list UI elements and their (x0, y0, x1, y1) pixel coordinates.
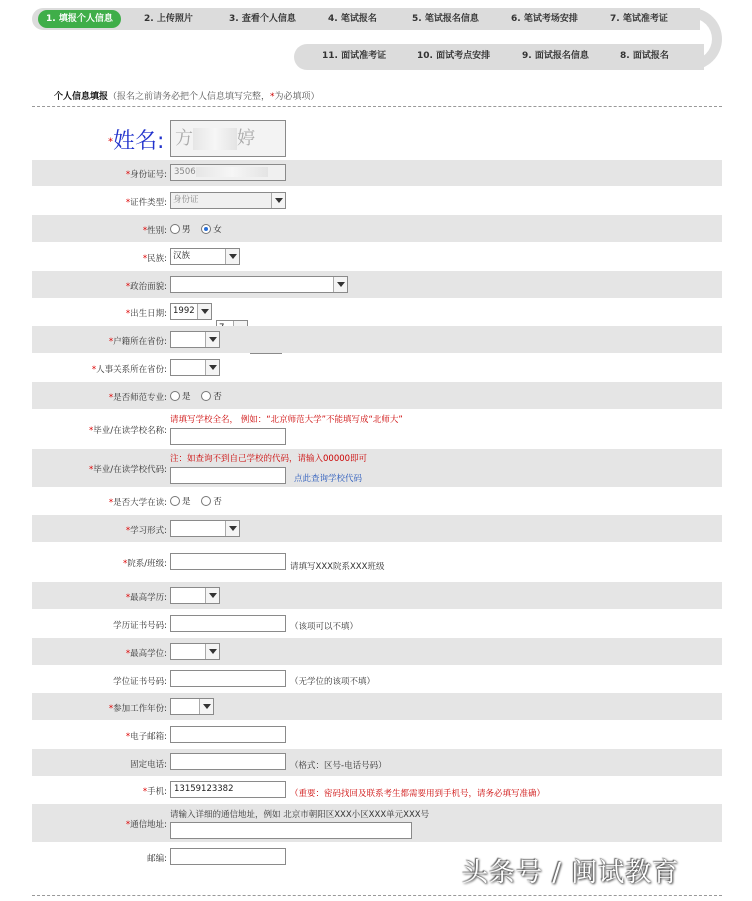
mobile-field[interactable]: 13159123382 (170, 781, 286, 798)
birth-year-select[interactable]: 1992 (170, 303, 212, 320)
in-school-no-radio[interactable] (201, 496, 211, 506)
step-3-view-info[interactable]: 3. 查看个人信息 (229, 14, 296, 24)
degree-cert-field[interactable] (170, 670, 286, 687)
row-phone: 固定电话: （格式：区号-电话号码） (32, 749, 722, 776)
step-11-interview-ticket[interactable]: 11. 面试准考证 (322, 51, 387, 61)
chevron-down-icon (197, 304, 211, 319)
divider-bottom (32, 895, 722, 896)
department-field[interactable] (170, 553, 286, 570)
row-degree: *最高学位: (32, 638, 722, 665)
row-normal-major: *是否师范专业: 是 否 (32, 382, 722, 409)
row-department: *院系/班级: 请填写XXX院系XXX班级 (32, 543, 722, 581)
chevron-down-icon (205, 644, 219, 659)
id-number-field[interactable]: 3506 (170, 164, 286, 181)
in-school-yes-radio[interactable] (170, 496, 180, 506)
row-school-code: *毕业/在读学校代码: 注：如查询不到自己学校的代码，请输入00000即可 点此查询学校代码 (32, 449, 722, 487)
name-field[interactable]: 方 婷 (170, 120, 286, 157)
row-edu-cert: 学历证书号码: （该项可以不填） (32, 610, 722, 638)
political-select[interactable] (170, 276, 348, 293)
edu-cert-hint: （该项可以不填） (290, 622, 359, 632)
education-select[interactable] (170, 587, 220, 604)
section-intro: 个人信息填报（报名之前请务必把个人信息填写完整，*为必填项） (54, 92, 320, 102)
row-degree-cert: 学位证书号码: （无学位的该项不填） (32, 666, 722, 693)
gender-radio-group: 男 女 (170, 223, 230, 235)
chevron-down-icon (205, 360, 219, 375)
step-2-upload-photo[interactable]: 2. 上传照片 (144, 14, 193, 24)
row-cert-type: *证件类型: 身份证 (32, 188, 722, 214)
postcode-field[interactable] (170, 848, 286, 865)
email-field[interactable] (170, 726, 286, 743)
degree-cert-hint: （无学位的该项不填） (290, 677, 376, 687)
cert-type-select[interactable]: 身份证 (170, 192, 286, 209)
query-school-code-link[interactable]: 点此查询学校代码 (294, 474, 363, 484)
ethnicity-select[interactable]: 汉族 (170, 248, 240, 265)
row-political: *政治面貌: (32, 271, 722, 298)
row-hukou: *户籍所在省份: (32, 326, 722, 353)
degree-select[interactable] (170, 643, 220, 660)
row-gender: *性别: 男 女 (32, 215, 722, 242)
watermark-text: 头条号 / 闽试教育 (462, 858, 680, 888)
step-8-interview-signup[interactable]: 8. 面试报名 (620, 51, 669, 61)
row-ethnicity: *民族: 汉族 (32, 243, 722, 270)
normal-major-no-radio[interactable] (201, 391, 211, 401)
row-study-form: *学习形式: (32, 515, 722, 542)
row-personnel: *人事关系所在省份: (32, 354, 722, 381)
normal-major-yes-radio[interactable] (170, 391, 180, 401)
row-postcode: 邮编: (32, 843, 722, 870)
step-7-written-ticket[interactable]: 7. 笔试准考证 (610, 14, 668, 24)
step-5-written-signup-info[interactable]: 5. 笔试报名信息 (412, 14, 479, 24)
row-education: *最高学历: (32, 582, 722, 609)
chevron-down-icon (225, 521, 239, 536)
row-email: *电子邮箱: (32, 721, 722, 748)
address-hint: 请输入详细的通信地址，例如 北京市朝阳区XXX小区XXX单元XXX号 (170, 810, 430, 820)
chevron-down-icon (205, 588, 219, 603)
step-9-interview-signup-info[interactable]: 9. 面试报名信息 (522, 51, 589, 61)
phone-field[interactable] (170, 753, 286, 770)
step-6-written-room[interactable]: 6. 笔试考场安排 (511, 14, 578, 24)
step-10-interview-site[interactable]: 10. 面试考点安排 (417, 51, 491, 61)
row-birth: *出生日期: 1992 (32, 299, 722, 325)
hukou-select[interactable] (170, 331, 220, 348)
row-id-number: *身份证号: 3506 (32, 160, 722, 186)
chevron-down-icon (271, 193, 285, 208)
edu-cert-field[interactable] (170, 615, 286, 632)
normal-major-radio-group: 是 否 (170, 390, 230, 402)
gender-male-radio[interactable] (170, 224, 180, 234)
row-address: *通信地址: 请输入详细的通信地址，例如 北京市朝阳区XXX小区XXX单元XXX号 (32, 804, 722, 842)
row-school-name: *毕业/在读学校名称: 请填写学校全名， 例如：“北京师范大学”不能填写成“北师大” (32, 410, 722, 448)
school-code-hint: 注：如查询不到自己学校的代码，请输入00000即可 (170, 454, 368, 464)
department-hint: 请填写XXX院系XXX班级 (290, 562, 385, 572)
section-title: 个人信息填报 (54, 92, 109, 102)
row-work-year: *参加工作年份: (32, 693, 722, 720)
work-year-select[interactable] (170, 698, 214, 715)
study-form-select[interactable] (170, 520, 240, 537)
step-4-written-signup[interactable]: 4. 笔试报名 (328, 14, 377, 24)
name-label: *姓名: (108, 129, 165, 154)
row-in-school: *是否大学在读: 是 否 (32, 488, 722, 514)
chevron-down-icon (205, 332, 219, 347)
divider (32, 106, 722, 107)
in-school-radio-group: 是 否 (170, 495, 230, 507)
gender-female-radio[interactable] (201, 224, 211, 234)
mobile-hint: （重要：密码找回及联系考生都需要用到手机号，请务必填写准确） (290, 789, 546, 799)
school-name-hint: 请填写学校全名， 例如：“北京师范大学”不能填写成“北师大” (170, 415, 403, 425)
chevron-down-icon (225, 249, 239, 264)
address-field[interactable] (170, 822, 412, 839)
personnel-select[interactable] (170, 359, 220, 376)
chevron-down-icon (333, 277, 347, 292)
chevron-down-icon (199, 699, 213, 714)
row-mobile: *手机: 13159123382 （重要：密码找回及联系考生都需要用到手机号，请务必填写准确） (32, 777, 722, 804)
school-code-field[interactable] (170, 467, 286, 484)
school-name-field[interactable] (170, 428, 286, 445)
phone-hint: （格式：区号-电话号码） (290, 761, 387, 771)
step-1-personal-info[interactable]: 1. 填报个人信息 (38, 10, 121, 28)
